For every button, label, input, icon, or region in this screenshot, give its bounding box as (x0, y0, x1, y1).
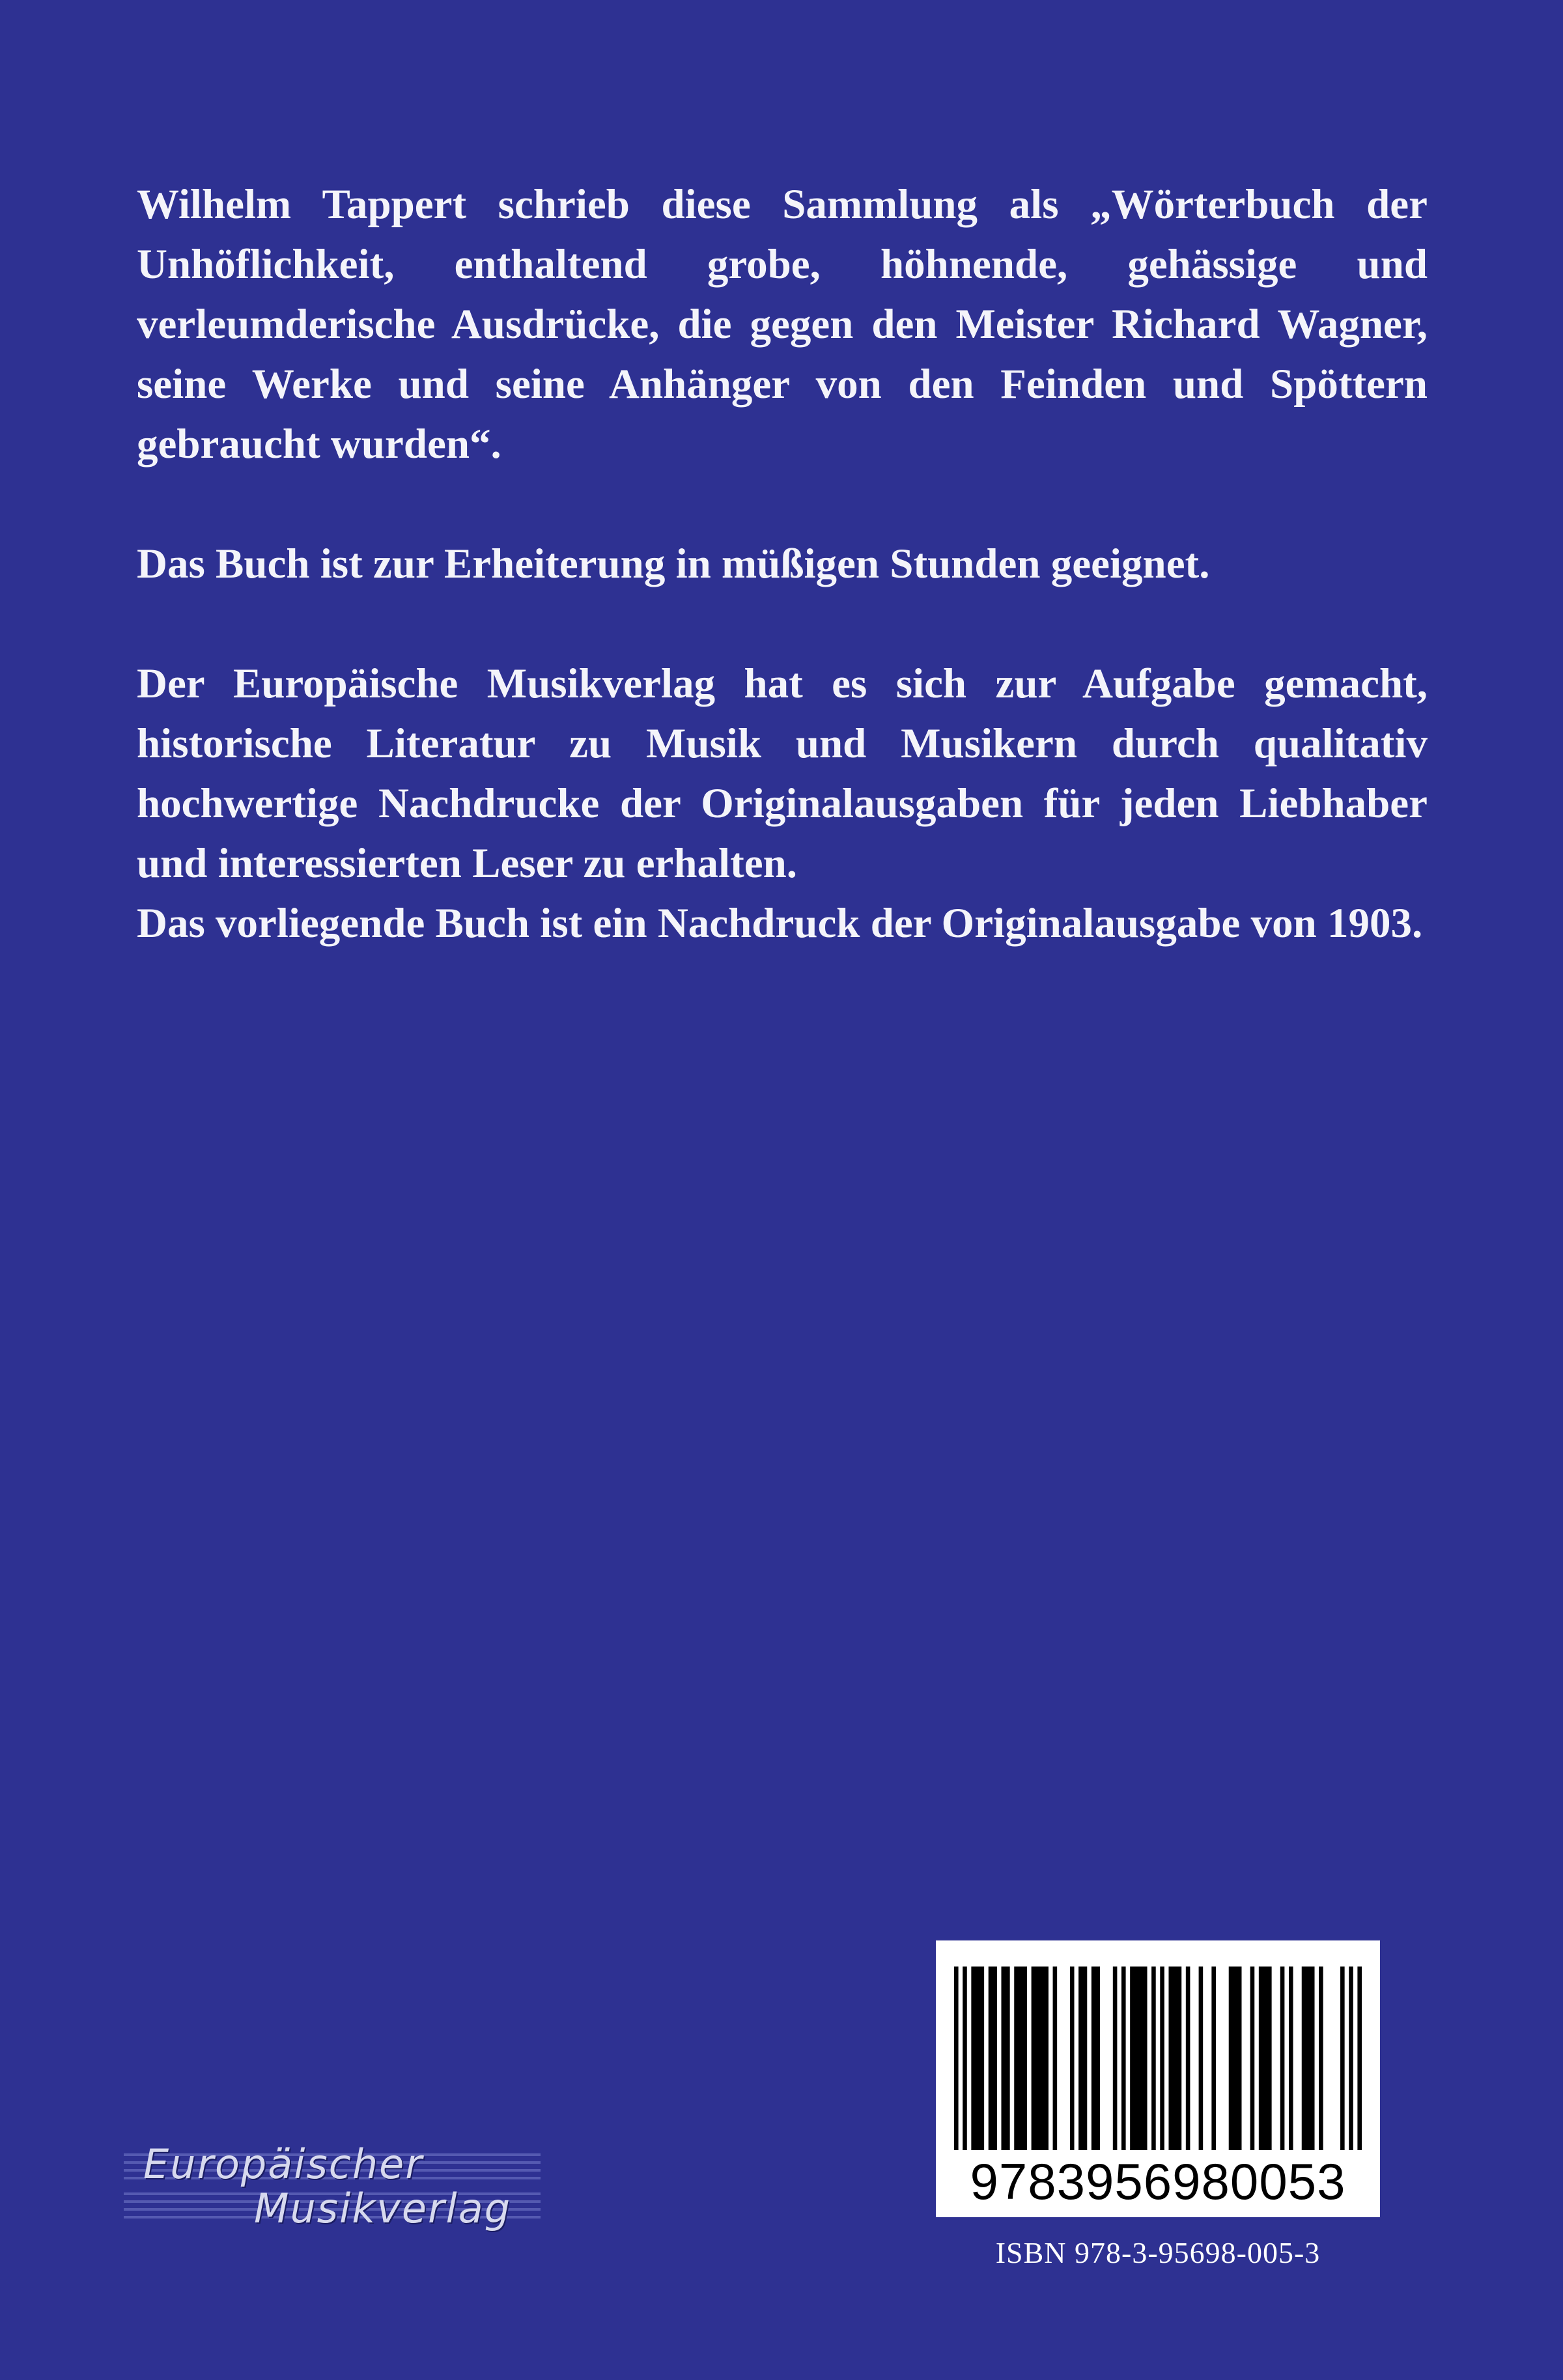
barcode-bar (1078, 1967, 1087, 2150)
barcode-bar (1340, 1967, 1345, 2150)
blurb-paragraph-2: Das Buch ist zur Erheiterung in müßigen Stunden geeignet. (137, 540, 1210, 587)
barcode-bar (1168, 1967, 1181, 2150)
barcode-number: 9783956980053 (970, 2153, 1346, 2210)
isbn-text: ISBN 978-3-95698-005-3 (995, 2236, 1321, 2269)
logo-text-line-2: Musikverlag (254, 2185, 512, 2232)
barcode-bar (1199, 1967, 1204, 2150)
barcode-bar (1259, 1967, 1272, 2150)
barcode-bar (989, 1967, 997, 2150)
barcode-bar (1053, 1967, 1058, 2150)
barcode-bar (963, 1967, 967, 2150)
blurb-paragraph-4: Das vorliegende Buch ist ein Nachdruck der Originalausgabe von 1903. (137, 900, 1423, 947)
barcode-bar (1151, 1967, 1156, 2150)
barcode-bar (1070, 1967, 1075, 2150)
barcode-bar (1014, 1967, 1027, 2150)
barcode (936, 1940, 1380, 2217)
barcode-bar (1186, 1967, 1190, 2150)
blurb-paragraph-1: Wilhelm Tappert schrieb diese Sammlung als „Wörterbuch der Unhöflichkeit, enthaltend grobe, höhnende, gehässige und verleumderische Ausdrücke, die gegen den Meister Richard Wagner, seine Werke und seine Anhänger von den Feinden und Spöttern gebraucht wurden“. (137, 181, 1428, 468)
blurb-paragraph-3: Der Europäische Musikverlag hat es sich zur Aufgabe gemacht, historische Literatur zu Musik und Musikern durch qualitativ hochwertige Nachdrucke der Originalausgaben für jeden Liebhaber und interessierten Leser zu erhalten. (137, 660, 1428, 887)
barcode-bar (1113, 1967, 1118, 2150)
barcode-bar (1319, 1967, 1323, 2150)
barcode-bar (1229, 1967, 1242, 2150)
cover-blurb (137, 175, 1428, 953)
barcode-bar (971, 1967, 984, 2150)
barcode-bar (954, 1967, 959, 2150)
barcode-bar (1160, 1967, 1164, 2150)
publisher-logo (124, 2139, 554, 2243)
barcode-bar (1130, 1967, 1147, 2150)
barcode-bar (1357, 1967, 1362, 2150)
barcode-bar (1302, 1967, 1315, 2150)
barcode-bar (1091, 1967, 1100, 2150)
barcode-bar (1280, 1967, 1285, 2150)
barcode-bar (1289, 1967, 1293, 2150)
logo-text-line-1: Europäischer (143, 2140, 423, 2188)
barcode-bar (1250, 1967, 1255, 2150)
barcode-bars (954, 1967, 1362, 2150)
barcode-bar (1001, 1967, 1009, 2150)
barcode-bar (1349, 1967, 1353, 2150)
barcode-bar (1211, 1967, 1216, 2150)
barcode-bar (1121, 1967, 1126, 2150)
barcode-bar (1032, 1967, 1049, 2150)
